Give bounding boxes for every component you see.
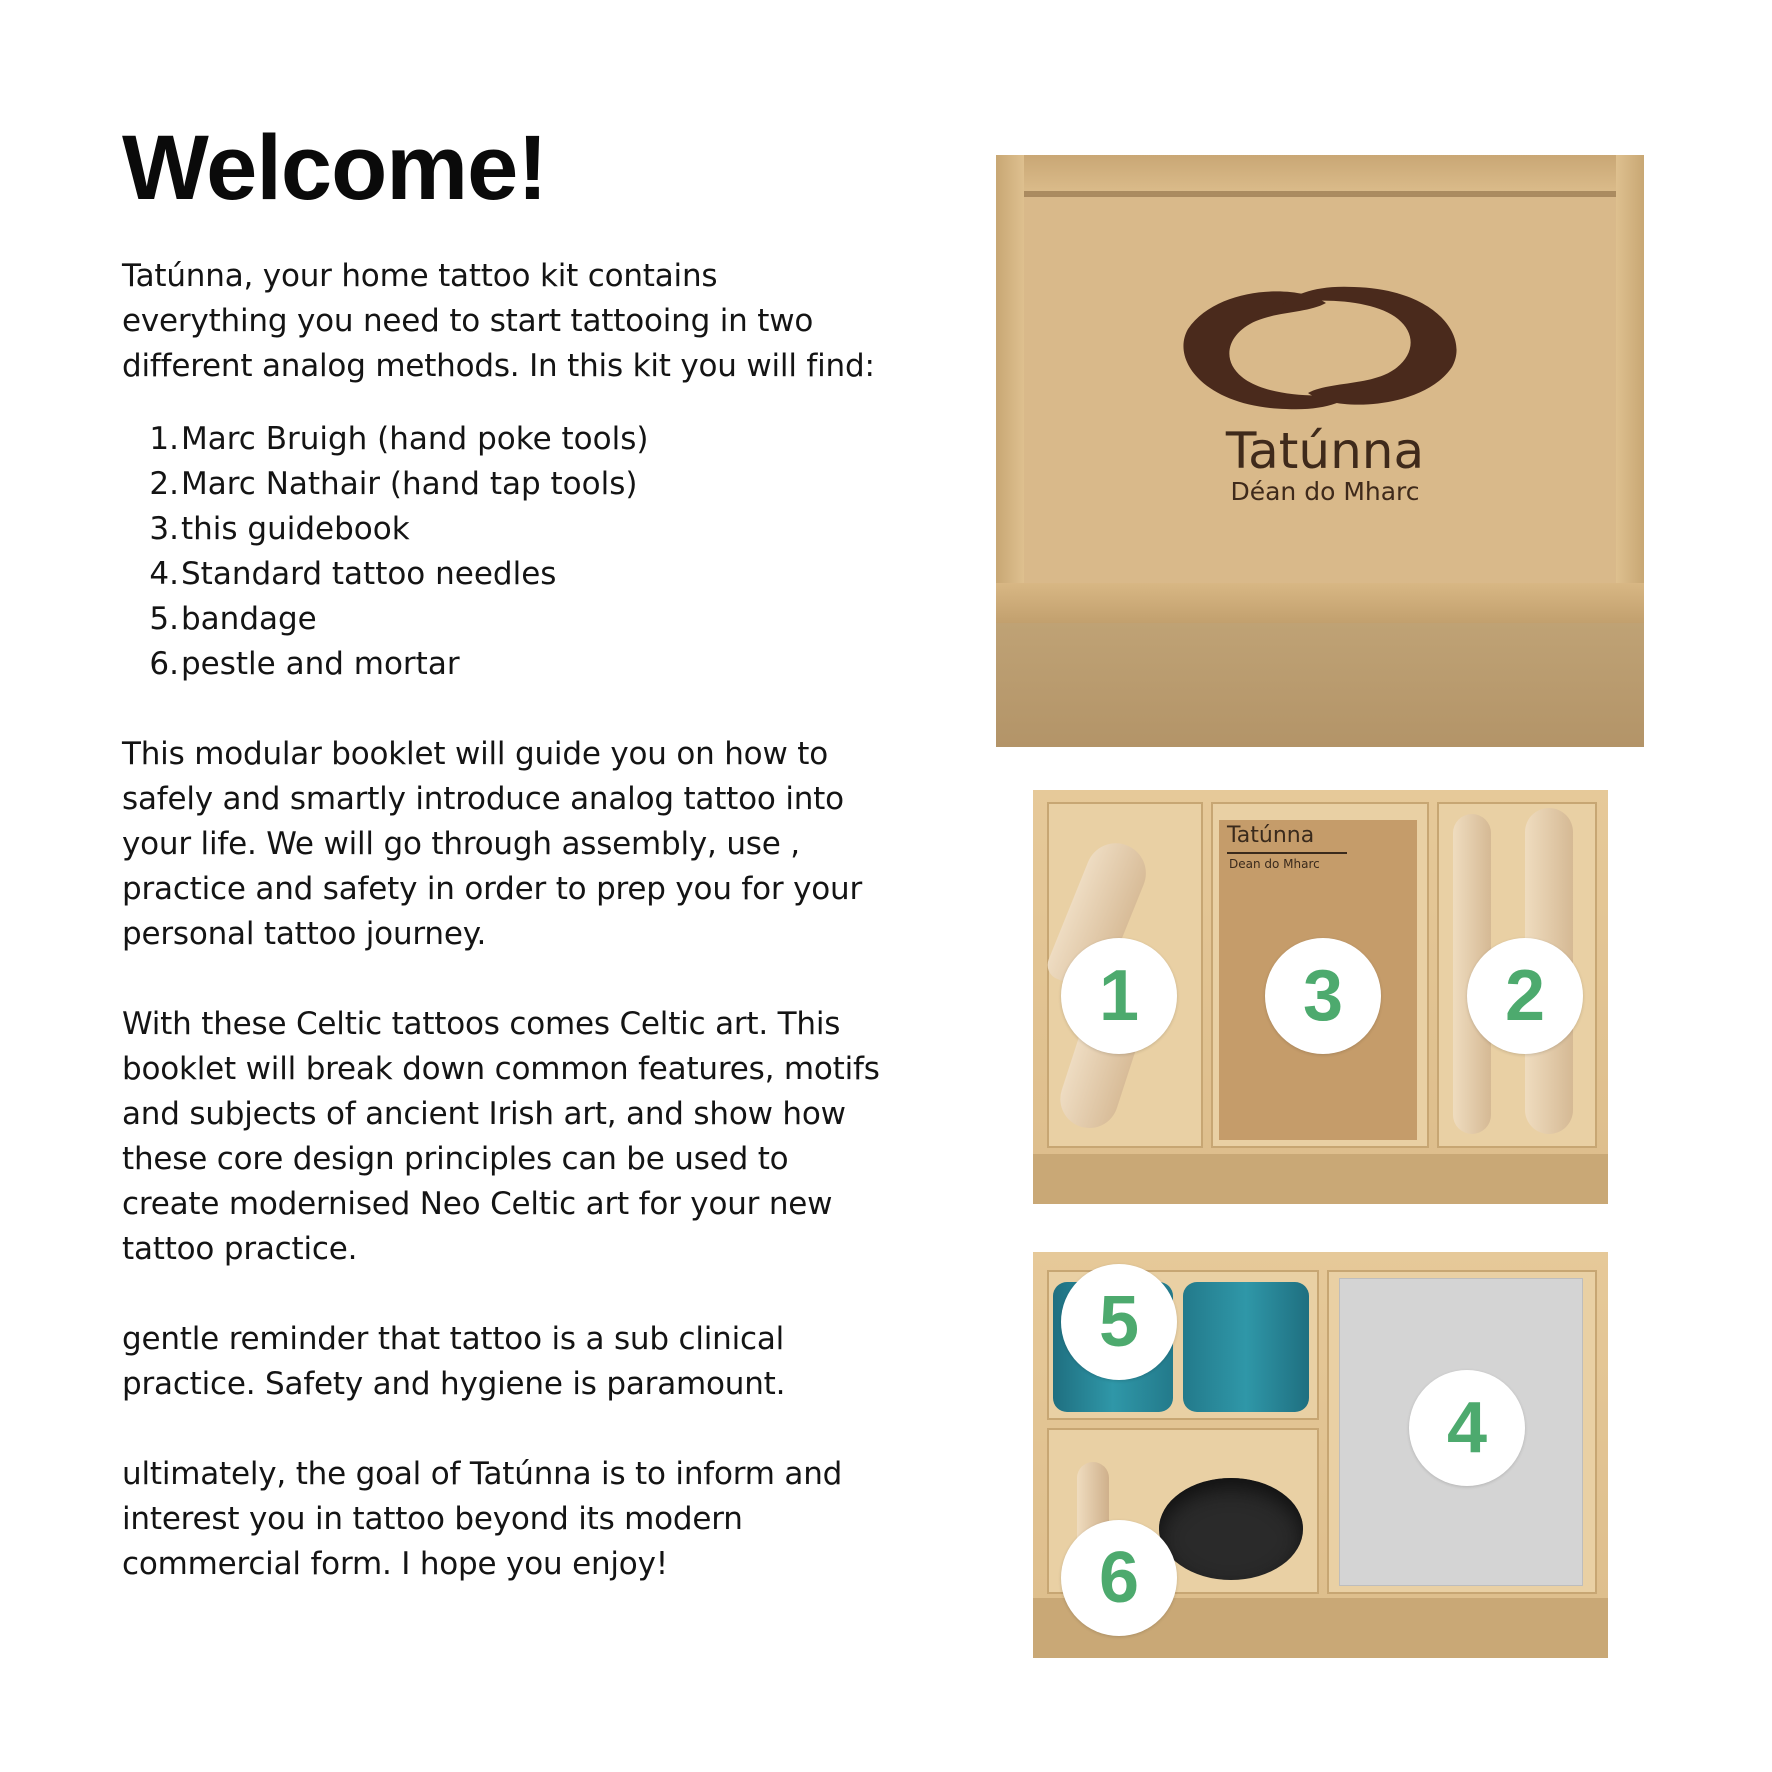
- item-number-badge: 2: [1467, 938, 1583, 1054]
- list-item: 6. pestle and mortar: [149, 646, 460, 682]
- closing-paragraph: ultimately, the goal of Tatúnna is to inform and interest you in tattoo beyond its modern commercial form. I hope you enjoy!: [122, 1456, 843, 1582]
- item-number-badge: 1: [1061, 938, 1177, 1054]
- supplies-tray-image: [1033, 1252, 1608, 1658]
- lid-brand-name: Tatúnna: [1225, 422, 1425, 480]
- list-item: 2. Marc Nathair (hand tap tools): [149, 466, 638, 502]
- item-number-badge: 6: [1061, 1520, 1177, 1636]
- guidebook-brand-name: Tatúnna: [1227, 823, 1315, 848]
- list-item: 4. Standard tattoo needles: [149, 556, 557, 592]
- lid-right-edge: [1616, 155, 1644, 625]
- tools-tray-image: [1033, 790, 1608, 1204]
- kit-box-lid-image: [996, 155, 1644, 747]
- item-number-badge: 4: [1409, 1370, 1525, 1486]
- box-front-panel: [996, 623, 1644, 747]
- list-item: 5. bandage: [149, 601, 317, 637]
- lid-brand-tagline: Déan do Mharc: [1230, 477, 1420, 506]
- guidebook-rule: [1227, 852, 1347, 854]
- list-item: 1. Marc Bruigh (hand poke tools): [149, 421, 649, 457]
- tray-front-edge: [1033, 1154, 1608, 1204]
- lid-lower-step: [996, 583, 1644, 623]
- intro-paragraph: Tatúnna, your home tattoo kit contains everything you need to start tattooing in two different analog methods. In this kit you will find:: [122, 258, 875, 384]
- list-item: 3. this guidebook: [149, 511, 410, 547]
- lid-groove: [1020, 191, 1620, 197]
- lid-top-edge: [996, 155, 1644, 195]
- celtic-art-paragraph: With these Celtic tattoos comes Celtic art. This booklet will break down common features, motifs and subjects of ancient Irish art, and show how these core design principles can be used to create modernised Neo Celtic art for your new tattoo practice.: [122, 1006, 880, 1267]
- booklet-paragraph: This modular booklet will guide you on how to safely and smartly introduce analog tattoo into your life. We will go through assembly, use , practice and safety in order to prep you for your personal tattoo journey.: [122, 736, 863, 952]
- kit-contents-list: [122, 417, 882, 687]
- lid-left-edge: [996, 155, 1024, 625]
- item-number-badge: 3: [1265, 938, 1381, 1054]
- mortar: [1159, 1478, 1303, 1580]
- guidebook-tagline: Dean do Mharc: [1229, 857, 1320, 871]
- text-column: [122, 118, 882, 1587]
- tatunna-logo-icon: [1176, 281, 1464, 415]
- item-number-badge: 5: [1061, 1264, 1177, 1380]
- safety-reminder-paragraph: gentle reminder that tattoo is a sub clinical practice. Safety and hygiene is paramount.: [122, 1321, 786, 1402]
- bandage-roll: [1183, 1282, 1309, 1412]
- page-title: Welcome!: [122, 117, 547, 219]
